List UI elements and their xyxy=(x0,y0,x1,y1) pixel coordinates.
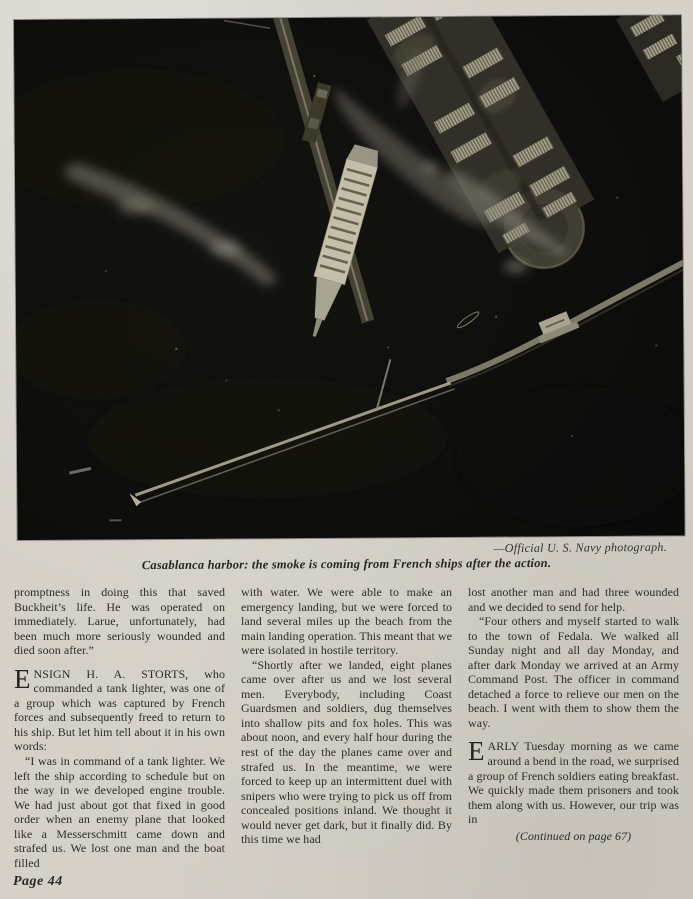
article-column-2 xyxy=(241,585,452,878)
photo-caption: Casablanca harbor: the smoke is coming from French ships after the action. xyxy=(141,555,552,573)
harbor-aerial-photo xyxy=(14,15,685,540)
paragraph-text: ARLY Tuesday morning as we came around a bend in the road, we surprised a group of French soldiers eating breakfast. We quickly made them prisoners and took them along with us. However, our trip was in xyxy=(468,739,679,827)
dropcap-initial: E xyxy=(14,663,31,694)
paragraph-dropcap xyxy=(14,663,225,754)
dropcap-initial: E xyxy=(468,736,485,767)
paragraph: promptness in doing this that saved Buckheit’s life. He was operated on immediately. Larue, unfortunately, had been much more seriously wounded and died soon after.” xyxy=(14,585,225,658)
paragraph: with water. We were able to make an emergency landing, but we were forced to land several miles up the beach from the main landing operation. This meant that we were isolated in hostile territory. xyxy=(241,585,452,658)
paragraph-text: NSIGN H. A. STORTS, who commanded a tank lighter, was one of a group which was captured by French forces and subsequently freed to return to his ship. But let him tell about it in his own words: xyxy=(14,666,225,754)
photo-credit: —Official U. S. Navy photograph. xyxy=(493,539,668,556)
harbor-photo-graphic xyxy=(14,15,685,540)
article-columns xyxy=(14,585,680,878)
paragraph: “Four others and myself started to walk to the town of Fedala. We walked all Sunday night and all day Monday, and after dark Monday we arrived at an Army Command Post. The officer in command detached a force to relieve our men on the beach. I went with them to show them the way. xyxy=(468,614,679,730)
paragraph: “Shortly after we landed, eight planes came over after us and we lost several men. Everybody, including Coast Guardsmen and soldiers, dug themselves into shallow pits and fox holes. This was about noon, and every half hour during the rest of the day the planes came over and strafed us. In the meantime, we were forced to keep up an intermittent duel with snipers who were trying to pick us off from concealed positions inland. We thought it would never get dark, but it finally did. By this time we had xyxy=(241,657,452,847)
article-column-1 xyxy=(14,585,225,878)
page-number: Page 44 xyxy=(13,874,63,889)
article-column-3 xyxy=(468,585,679,878)
paragraph: “I was in command of a tank lighter. We left the ship according to schedule but on the way in we developed engine trouble. We had just about got that fixed in good order when an enemy plane that looked like a Messerschmitt came down and strafed us. We lost one man and the boat filled xyxy=(14,754,225,870)
paragraph: lost another man and had three wounded and we decided to send for help. xyxy=(468,585,679,614)
paragraph-dropcap xyxy=(468,736,679,827)
continued-note: (Continued on page 67) xyxy=(515,828,632,843)
